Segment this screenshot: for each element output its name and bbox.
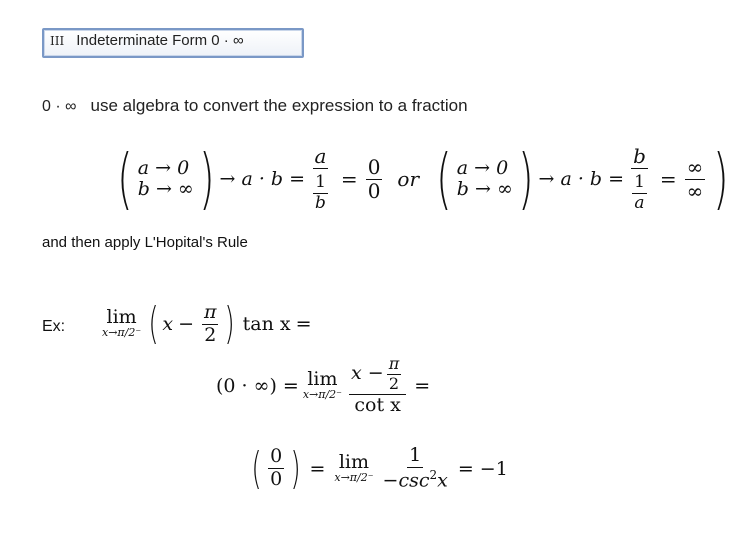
step1-eq: = [295,313,312,335]
example-step-1 [98,298,317,349]
case1-product: → a · b = [219,168,306,191]
step2-eq: = [414,374,431,397]
case2-inner-num: 1 [634,172,645,192]
left-paren: ( [251,442,262,494]
intro-text: use algebra to convert the expression to a fraction [90,96,468,115]
section-title: Indeterminate Form 0 · ∞ [76,32,244,49]
case2-bottom: b → ∞ [456,178,513,201]
rule-formula [112,140,734,218]
case1-inner-den: b [315,192,326,213]
example-label: Ex: [42,318,66,335]
step3-den-csc: −csc [382,469,430,492]
minus-sign: − [178,313,194,335]
case2-top: a → 0 [456,156,509,179]
left-paren: ( [148,298,159,349]
lim-text: lim [307,368,338,391]
two: 2 [204,323,217,346]
case2-conditions [457,158,513,202]
step2-den: cot x [354,393,401,416]
case1-limit-fraction [366,154,383,203]
case1-conditions [138,158,194,202]
case1-eq: = [340,167,358,192]
form-num: 0 [270,445,283,468]
lim-text: lim [106,306,137,329]
lim-subscript: x→π/2⁻ [334,471,374,485]
example-step-2 [216,356,435,416]
case1-top: a → 0 [137,156,190,179]
pi: π [388,354,400,373]
right-paren: ) [224,298,236,349]
pi-over-2 [202,300,219,346]
step3-den-exp: 2 [429,467,438,482]
lim-subscript: x→π/2⁻ [302,388,342,402]
pi: π [203,300,217,323]
limit-operator [303,370,342,401]
step3-eq1: = [309,457,326,480]
case1-bottom: b → ∞ [137,178,194,201]
form-den: 0 [270,468,283,491]
right-paren: ) [517,140,534,218]
left-paren: ( [117,140,133,218]
case2-limit-fraction [685,154,706,203]
case2-limit-num: ∞ [686,154,704,179]
var-x: x [162,313,174,335]
or-text: or [397,167,420,192]
intro-line [42,96,468,116]
tan-x: tan x [242,313,291,335]
pi-over-2 [387,356,402,393]
right-paren: ) [713,140,729,218]
case2-frac-num: b [633,144,646,168]
case1-inner-fraction [313,174,328,213]
case2-product: → a · b = [538,168,625,191]
case2-limit-den: ∞ [686,178,704,203]
then-text: and then apply L'Hopital's Rule [42,234,248,251]
case2-inner-den: a [634,192,645,213]
case1-limit-num: 0 [367,154,381,179]
step3-result: = −1 [457,457,508,480]
step2-form: (0 · ∞) = [216,374,299,397]
right-paren: ) [290,442,302,494]
step2-num-x: x − [351,362,384,385]
lim-subscript: x→π/2⁻ [102,326,142,340]
limit-operator [334,453,373,484]
case2-inner-fraction [632,174,647,213]
case2-fraction [627,146,652,213]
step3-den-x: x [437,469,448,492]
left-paren: ( [436,140,452,218]
step3-fraction [381,446,450,491]
case2-eq: = [659,167,677,192]
case1-fraction [308,146,333,213]
case1-frac-num: a [314,144,327,168]
two: 2 [388,373,400,393]
case1-limit-den: 0 [367,178,381,203]
intro-form: 0 · ∞ [42,98,77,115]
right-paren: ) [198,140,215,218]
zero-over-zero [268,447,284,490]
section-numeral: III [50,34,65,48]
limit-operator [102,308,141,339]
section-header [50,32,244,49]
lim-text: lim [338,451,370,474]
step3-num: 1 [409,444,422,466]
step2-fraction [349,356,406,416]
example-step-3 [248,442,513,494]
case1-inner-num: 1 [315,172,326,192]
